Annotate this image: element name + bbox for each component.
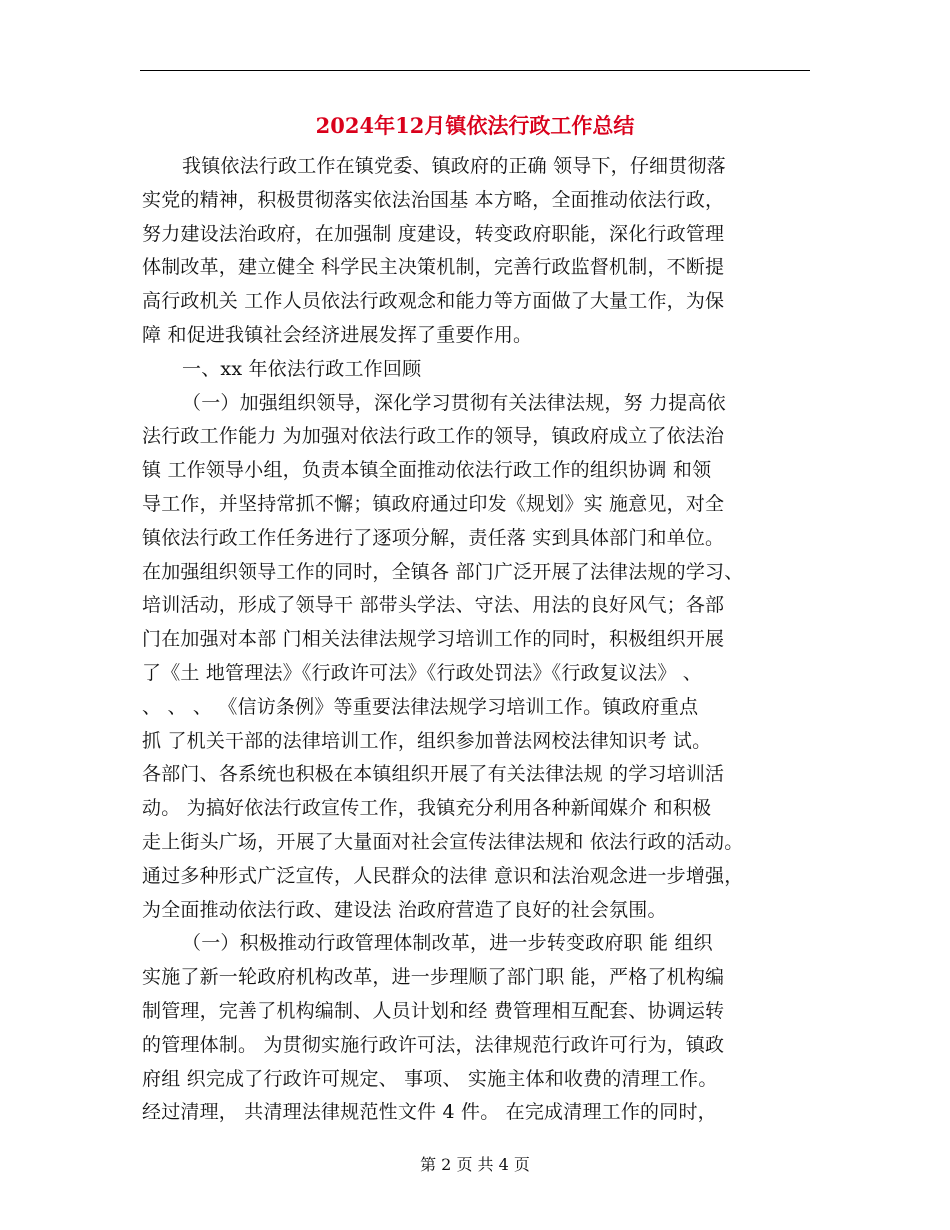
document-title: 2024年12月镇依法行政工作总结 [315,113,635,138]
body-line: 导工作，并坚持常抓不懈；镇政府通过印发《规划》实 施意见，对全 [142,492,725,515]
body-line: 抓 了机关干部的法律培训工作，组织参加普法网校法律知识考 试。 [142,729,712,752]
body-line: 镇 工作领导小组，负责本镇全面推动依法行政工作的组织协调 和领 [142,459,712,482]
body-line: 努力建设法治政府，在加强制 度建设，转变政府职能，深化行政管理 [142,222,725,245]
body-line: 在加强组织领导工作的同时，全镇各 部门广泛开展了法律法规的学习、 [142,560,744,583]
body-line: 高行政机关 工作人员依法行政观念和能力等方面做了大量工作，为保 [142,290,725,313]
body-line: 经过清理， 共清理法律规范性文件 4 件。 在完成清理工作的同时， [142,1101,717,1124]
body-line: 制管理，完善了机构编制、人员计划和经 费管理相互配套、协调运转 [142,999,725,1022]
body-line: 实党的精神，积极贯彻落实依法治国基 本方略，全面推动依法行政， [142,188,725,211]
body-line: 走上街头广场，开展了大量面对社会宣传法律法规和 依法行政的活动。 [142,830,744,853]
body-line: （一）积极推动行政管理体制改革，进一步转变政府职 能 组织 [182,932,713,955]
body-line: 动。 为搞好依法行政宣传工作，我镇充分利用各种新闻媒介 和积极 [142,797,712,820]
body-line: 我镇依法行政工作在镇党委、镇政府的正确 领导下，仔细贯彻落 [182,155,726,177]
body-line: （一）加强组织领导，深化学习贯彻有关法律法规，努 力提高依 [182,391,726,414]
body-line: 为全面推动依法行政、建设法 治政府营造了良好的社会氛围。 [142,898,667,921]
body-line: 了《土 地管理法》《行政许可法》《行政处罚法》《行政复议法》 、 [142,661,702,684]
body-line: 府组 织完成了行政许可规定、 事项、 实施主体和收费的清理工作。 [142,1067,718,1090]
body-line: 门在加强对本部 门相关法律法规学习培训工作的同时，积极组织开展 [142,628,725,651]
header-rule [140,70,810,71]
document-body [142,150,810,1130]
page-footer: 第 2 页 共 4 页 [420,1155,530,1174]
body-line: 镇依法行政工作任务进行了逐项分解，责任落 实到具体部门和单位。 [142,526,725,549]
body-line: 障 和促进我镇社会经济进展发挥了重要作用。 [142,323,533,346]
body-line: 、 、 、 《信访条例》等重要法律法规学习培训工作。镇政府重点 [142,695,699,718]
body-line: 实施了新一轮政府机构改革，进一步理顺了部门职 能，严格了机构编 [142,966,725,989]
body-line: 一、xx 年依法行政工作回顾 [182,357,422,380]
body-line: 的管理体制。 为贯彻实施行政许可法，法律规范行政许可行为，镇政 [142,1033,725,1056]
body-line: 通过多种形式广泛宣传，人民群众的法律 意识和法治观念进一步增强， [142,864,744,887]
body-line: 体制改革，建立健全 科学民主决策机制，完善行政监督机制，不断提 [142,256,725,279]
body-line: 法行政工作能力 为加强对依法行政工作的领导，镇政府成立了依法治 [142,425,725,448]
body-line: 各部门、各系统也积极在本镇组织开展了有关法律法规 的学习培训活 [142,763,725,786]
body-line: 培训活动，形成了领导干 部带头学法、守法、用法的良好风气；各部 [142,594,725,617]
